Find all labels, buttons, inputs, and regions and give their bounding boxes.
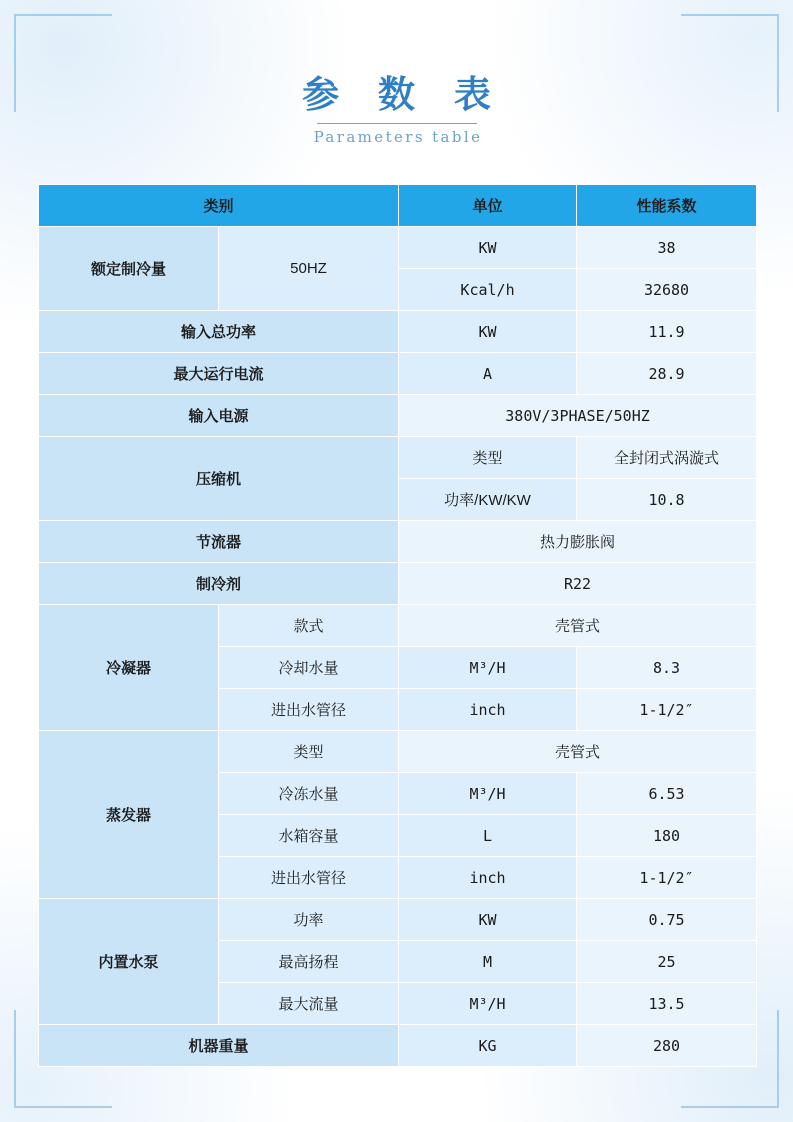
row-value: 25 (577, 941, 757, 983)
row-unit: L (399, 815, 577, 857)
table-row (39, 899, 757, 941)
row-sublabel: 冷却水量 (219, 647, 399, 689)
row-sublabel: 冷冻水量 (219, 773, 399, 815)
row-value: 11.9 (577, 311, 757, 353)
row-label: 内置水泵 (39, 899, 219, 1025)
row-sublabel: 水箱容量 (219, 815, 399, 857)
row-value: 32680 (577, 269, 757, 311)
row-unit: 功率/KW/KW (399, 479, 577, 521)
row-label: 节流器 (39, 521, 399, 563)
row-unit: M³/H (399, 773, 577, 815)
row-unit: inch (399, 857, 577, 899)
row-label: 冷凝器 (39, 605, 219, 731)
row-unit: inch (399, 689, 577, 731)
row-unit: M³/H (399, 647, 577, 689)
table-row (39, 311, 757, 353)
row-label: 制冷剂 (39, 563, 399, 605)
row-value: 10.8 (577, 479, 757, 521)
row-label: 机器重量 (39, 1025, 399, 1067)
row-label: 输入电源 (39, 395, 399, 437)
row-value: 壳管式 (399, 605, 757, 647)
row-value: 28.9 (577, 353, 757, 395)
row-sublabel: 功率 (219, 899, 399, 941)
row-value: 380V/3PHASE/50HZ (399, 395, 757, 437)
row-value: 全封闭式涡漩式 (577, 437, 757, 479)
row-sublabel: 进出水管径 (219, 857, 399, 899)
row-sublabel: 50HZ (219, 227, 399, 311)
table-row (39, 395, 757, 437)
row-unit: M³/H (399, 983, 577, 1025)
row-value: 13.5 (577, 983, 757, 1025)
table-row (39, 227, 757, 269)
row-value: 38 (577, 227, 757, 269)
row-unit: KW (399, 899, 577, 941)
row-value: 1-1/2″ (577, 857, 757, 899)
row-value: 壳管式 (399, 731, 757, 773)
row-value: 280 (577, 1025, 757, 1067)
table-row (39, 605, 757, 647)
row-unit: Kcal/h (399, 269, 577, 311)
row-sublabel: 进出水管径 (219, 689, 399, 731)
row-label: 蒸发器 (39, 731, 219, 899)
header-coefficient: 性能系数 (577, 185, 757, 227)
row-label: 压缩机 (39, 437, 399, 521)
header-unit: 单位 (399, 185, 577, 227)
row-sublabel: 最高扬程 (219, 941, 399, 983)
row-value: R22 (399, 563, 757, 605)
table-row (39, 563, 757, 605)
row-unit: KW (399, 311, 577, 353)
table-row (39, 437, 757, 479)
table-row (39, 353, 757, 395)
row-label: 最大运行电流 (39, 353, 399, 395)
title-english: Parameters table (313, 128, 483, 146)
parameters-table (38, 184, 757, 1067)
row-sublabel: 最大流量 (219, 983, 399, 1025)
page-title (0, 70, 793, 146)
row-value: 180 (577, 815, 757, 857)
row-unit: KW (399, 227, 577, 269)
row-value: 6.53 (577, 773, 757, 815)
title-chinese: 参 数 表 (302, 72, 504, 116)
row-sublabel: 类型 (219, 731, 399, 773)
row-sublabel: 款式 (219, 605, 399, 647)
row-value: 8.3 (577, 647, 757, 689)
table-row (39, 1025, 757, 1067)
row-label: 输入总功率 (39, 311, 399, 353)
row-value: 1-1/2″ (577, 689, 757, 731)
row-unit: M (399, 941, 577, 983)
row-label: 额定制冷量 (39, 227, 219, 311)
row-value: 0.75 (577, 899, 757, 941)
table-row (39, 731, 757, 773)
row-unit: A (399, 353, 577, 395)
title-divider (317, 123, 477, 124)
row-value: 热力膨胀阀 (399, 521, 757, 563)
table-row (39, 521, 757, 563)
row-unit: KG (399, 1025, 577, 1067)
row-unit: 类型 (399, 437, 577, 479)
header-category: 类别 (39, 185, 399, 227)
table-header-row (39, 185, 757, 227)
